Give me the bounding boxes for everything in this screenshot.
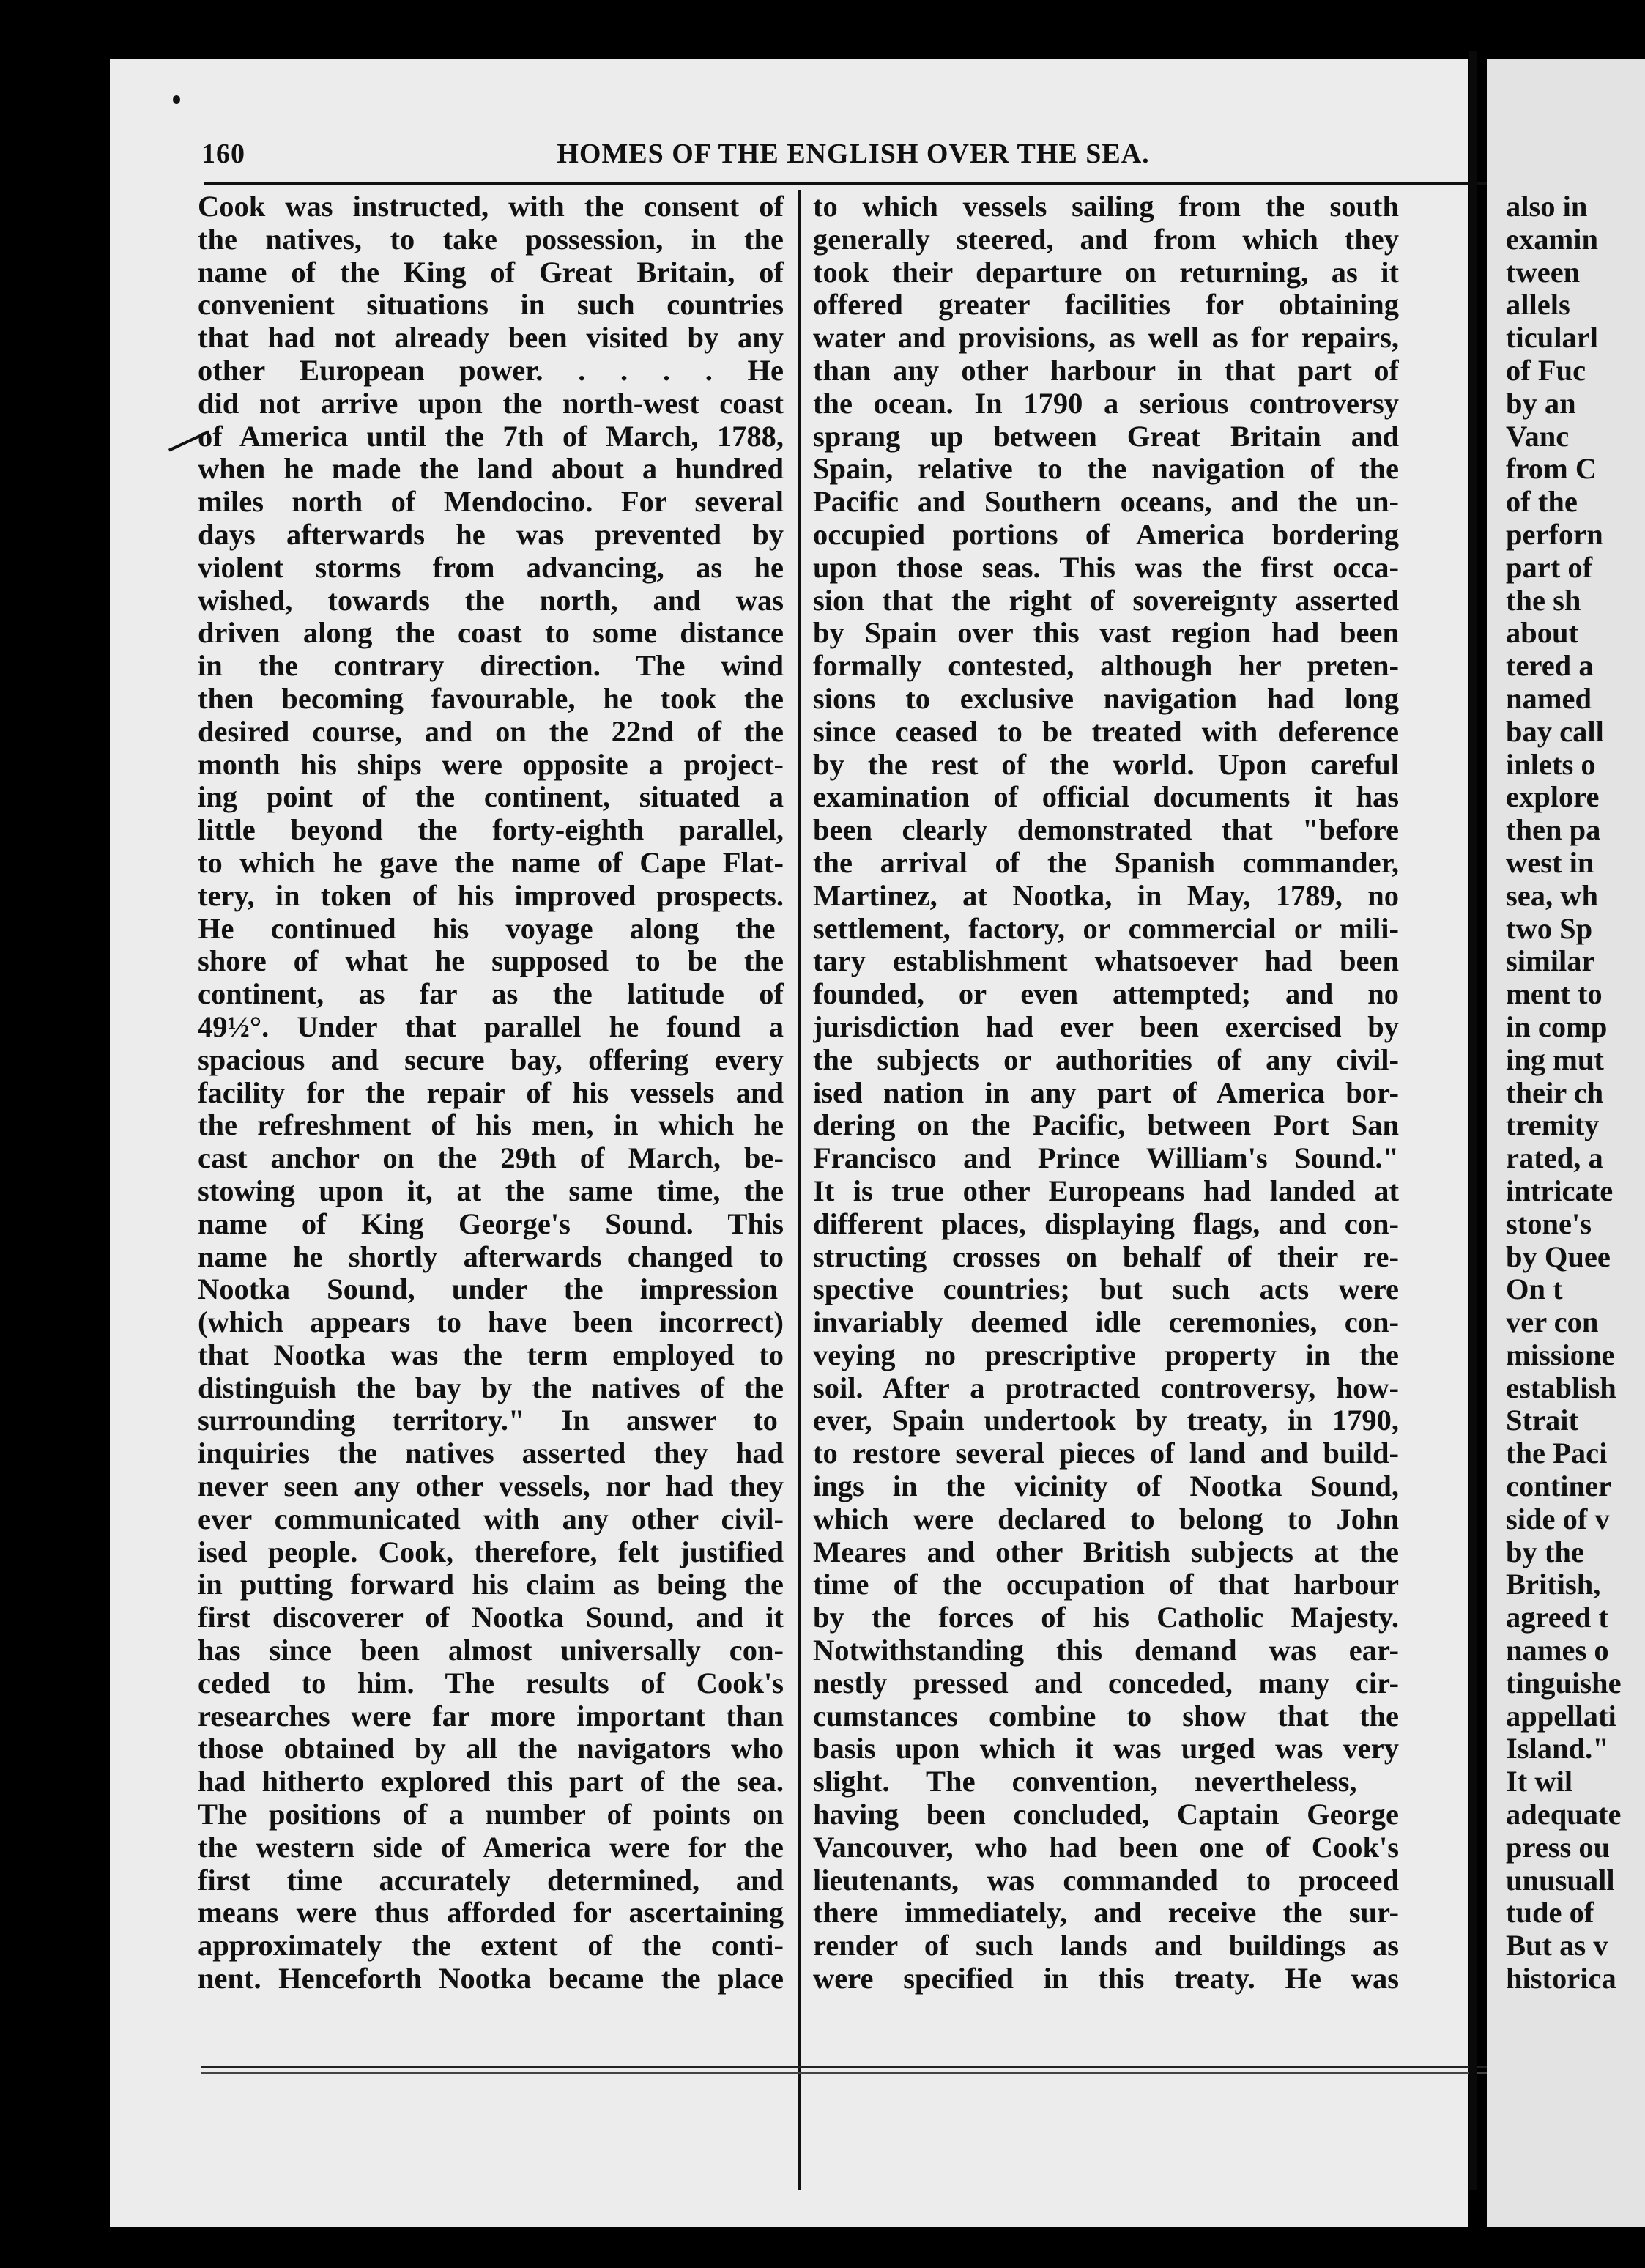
text-line: their ch bbox=[1506, 1076, 1604, 1109]
text-line: structing crosses on behalf of their re- bbox=[813, 1240, 1399, 1273]
text-line: ing mut bbox=[1506, 1043, 1604, 1076]
text-line: sea, wh bbox=[1506, 879, 1599, 912]
text-line: tary establishment whatsoever had been bbox=[813, 945, 1399, 978]
text-line: to which vessels sailing from the south bbox=[813, 190, 1399, 223]
text-line: British, bbox=[1506, 1568, 1601, 1601]
text-line: Notwithstanding this demand was ear- bbox=[813, 1634, 1399, 1667]
text-line: part of bbox=[1506, 551, 1593, 584]
text-line: continent, as far as the latitude of bbox=[198, 978, 784, 1011]
text-line: were specified in this treaty. He was bbox=[813, 1963, 1399, 1995]
text-line: names o bbox=[1506, 1634, 1609, 1667]
text-line: did not arrive upon the north-west coast bbox=[198, 387, 784, 420]
text-line: of Fuc bbox=[1506, 354, 1586, 387]
text-line: slight. The convention, nevertheless, bbox=[813, 1765, 1357, 1798]
text-line: The positions of a number of points on bbox=[198, 1798, 784, 1831]
text-line: It wil bbox=[1506, 1765, 1573, 1798]
text-line: by the forces of his Catholic Majesty. bbox=[813, 1601, 1399, 1634]
text-line: upon those seas. This was the first occa- bbox=[813, 551, 1399, 584]
text-line: press ou bbox=[1506, 1831, 1611, 1864]
text-line: violent storms from advancing, as he bbox=[198, 551, 784, 584]
text-line: Martinez, at Nootka, in May, 1789, no bbox=[813, 879, 1399, 912]
text-line: the refreshment of his men, in which he bbox=[198, 1109, 784, 1142]
text-line: tude of bbox=[1506, 1897, 1594, 1930]
text-line: generally steered, and from which they bbox=[813, 223, 1399, 256]
text-line: continer bbox=[1506, 1470, 1611, 1503]
text-line: from C bbox=[1506, 453, 1597, 486]
text-line: wished, towards the north, and was bbox=[198, 584, 784, 617]
bottom-rule-secondary bbox=[201, 2072, 1507, 2074]
text-line: also in bbox=[1506, 190, 1588, 223]
text-line: tremity bbox=[1506, 1109, 1600, 1142]
text-line: the ocean. In 1790 a serious controversy bbox=[813, 387, 1399, 420]
text-line: to which he gave the name of Cape Flat- bbox=[198, 846, 784, 879]
text-line: stone's bbox=[1506, 1207, 1592, 1240]
text-line: settlement, factory, or commercial or mili- bbox=[813, 912, 1399, 945]
facing-page-text-column bbox=[1506, 190, 1645, 1995]
text-line: the arrival of the Spanish commander, bbox=[813, 846, 1399, 879]
page-number: 160 bbox=[201, 138, 245, 169]
text-line: lieutenants, was commanded to proceed bbox=[813, 1864, 1399, 1897]
bottom-rule bbox=[201, 2066, 1507, 2068]
text-line: offered greater facilities for obtaining bbox=[813, 289, 1399, 322]
text-line: Francisco and Prince William's Sound." bbox=[813, 1142, 1399, 1175]
text-line: then becoming favourable, he took the bbox=[198, 682, 784, 715]
text-line: dering on the Pacific, between Port San bbox=[813, 1109, 1399, 1142]
text-line: ing point of the continent, situated a bbox=[198, 781, 784, 814]
text-line: sions to exclusive navigation had long bbox=[813, 682, 1399, 715]
text-line: tered a bbox=[1506, 650, 1594, 683]
text-line: about bbox=[1506, 617, 1579, 650]
text-line: 49½°. Under that parallel he found a bbox=[198, 1010, 784, 1043]
facing-page-fragment bbox=[1487, 59, 1645, 2227]
text-line: nestly pressed and conceded, many cir- bbox=[813, 1667, 1399, 1700]
text-line: name of King George's Sound. This bbox=[198, 1207, 784, 1240]
text-line: named bbox=[1506, 682, 1592, 715]
text-line: Nootka Sound, under the impression bbox=[198, 1273, 779, 1306]
text-line: tinguishe bbox=[1506, 1667, 1622, 1700]
text-line: similar bbox=[1506, 945, 1595, 978]
text-line: the natives, to take possession, in the bbox=[198, 223, 784, 256]
text-line: rated, a bbox=[1506, 1142, 1603, 1175]
text-line: side of v bbox=[1506, 1502, 1610, 1535]
text-line: by the bbox=[1506, 1535, 1584, 1568]
text-line: (which appears to have been incorrect) bbox=[198, 1306, 784, 1339]
text-line: veying no prescriptive property in the bbox=[813, 1338, 1399, 1371]
text-line: name he shortly afterwards changed to bbox=[198, 1240, 784, 1273]
text-line: driven along the coast to some distance bbox=[198, 617, 784, 650]
text-line: took their departure on returning, as it bbox=[813, 256, 1399, 289]
text-line: had hitherto explored this part of the sea. bbox=[198, 1765, 784, 1798]
text-line: the subjects or authorities of any civil- bbox=[813, 1043, 1399, 1076]
text-line: having been concluded, Captain George bbox=[813, 1798, 1399, 1831]
text-line: approximately the extent of the conti- bbox=[198, 1930, 784, 1963]
text-line: ever, Spain undertook by treaty, in 1790, bbox=[813, 1404, 1399, 1437]
running-title: HOMES OF THE ENGLISH OVER THE SEA. bbox=[557, 138, 1150, 169]
text-line: jurisdiction had ever been exercised by bbox=[813, 1010, 1399, 1043]
text-line: tween bbox=[1506, 256, 1581, 289]
text-line: explore bbox=[1506, 781, 1600, 814]
text-line: adequate bbox=[1506, 1798, 1622, 1831]
text-line: two Sp bbox=[1506, 912, 1593, 945]
text-line: ised people. Cook, therefore, felt justified bbox=[198, 1535, 784, 1568]
text-line: then pa bbox=[1506, 814, 1601, 847]
middle-text-column bbox=[813, 190, 1399, 2037]
text-line: inlets o bbox=[1506, 748, 1596, 781]
text-line: in comp bbox=[1506, 1010, 1608, 1043]
text-line: of the bbox=[1506, 486, 1578, 519]
book-page bbox=[110, 59, 1468, 2227]
text-line: But as v bbox=[1506, 1930, 1608, 1963]
text-line: desired course, and on the 22nd of the bbox=[198, 715, 784, 748]
text-line: spective countries; but such acts were bbox=[813, 1273, 1399, 1306]
text-line: render of such lands and buildings as bbox=[813, 1930, 1399, 1963]
text-line: in putting forward his claim as being the bbox=[198, 1568, 784, 1601]
text-line: Cook was instructed, with the consent of bbox=[198, 190, 784, 223]
text-line: shore of what he supposed to be the bbox=[198, 945, 784, 978]
text-line: stowing upon it, at the same time, the bbox=[198, 1174, 784, 1207]
text-line: by Quee bbox=[1506, 1240, 1611, 1273]
text-line: never seen any other vessels, nor had they bbox=[198, 1470, 784, 1503]
text-line: ised nation in any part of America bor- bbox=[813, 1076, 1399, 1109]
text-line: time of the occupation of that harbour bbox=[813, 1568, 1399, 1601]
text-line: by the rest of the world. Upon careful bbox=[813, 748, 1399, 781]
text-line: ver con bbox=[1506, 1306, 1599, 1339]
text-line: the western side of America were for the bbox=[198, 1831, 784, 1864]
text-line: He continued his voyage along the bbox=[198, 912, 776, 945]
text-line: cumstances combine to show that the bbox=[813, 1700, 1399, 1732]
text-line: name of the King of Great Britain, of bbox=[198, 256, 784, 289]
text-line: historica bbox=[1506, 1963, 1616, 1995]
text-line: nent. Henceforth Nootka became the place bbox=[198, 1963, 784, 1995]
column-divider bbox=[798, 190, 801, 2190]
text-line: perforn bbox=[1506, 518, 1603, 551]
text-line: west in bbox=[1506, 846, 1594, 879]
text-line: ceded to him. The results of Cook's bbox=[198, 1667, 784, 1700]
text-line: examination of official documents it has bbox=[813, 781, 1399, 814]
text-line: sion that the right of sovereignty asserted bbox=[813, 584, 1399, 617]
text-line: by an bbox=[1506, 387, 1576, 420]
text-line: convenient situations in such countries bbox=[198, 289, 784, 322]
page-header bbox=[201, 138, 1505, 182]
text-line: It is true other Europeans had landed at bbox=[813, 1174, 1399, 1207]
text-line: other European power. . . . . He bbox=[198, 354, 784, 387]
text-line: when he made the land about a hundred bbox=[198, 453, 784, 486]
text-line: surrounding territory." In answer to bbox=[198, 1404, 778, 1437]
text-line: days afterwards he was prevented by bbox=[198, 518, 784, 551]
text-line: spacious and secure bay, offering every bbox=[198, 1043, 784, 1076]
text-line: been clearly demonstrated that "before bbox=[813, 814, 1399, 847]
text-line: has since been almost universally con- bbox=[198, 1634, 784, 1667]
text-line: by Spain over this vast region had been bbox=[813, 617, 1399, 650]
text-line: ever communicated with any other civil- bbox=[198, 1502, 784, 1535]
text-line: examin bbox=[1506, 223, 1598, 256]
text-line: appellati bbox=[1506, 1700, 1616, 1732]
text-line: basis upon which it was urged was very bbox=[813, 1732, 1399, 1765]
header-rule bbox=[204, 182, 1507, 185]
text-line: occupied portions of America bordering bbox=[813, 518, 1399, 551]
text-line: of America until the 7th of March, 1788, bbox=[198, 420, 784, 453]
text-line: On t bbox=[1506, 1273, 1563, 1306]
text-line: distinguish the bay by the natives of the bbox=[198, 1371, 784, 1404]
text-line: invariably deemed idle ceremonies, con- bbox=[813, 1306, 1399, 1339]
text-line: ment to bbox=[1506, 978, 1603, 1011]
text-line: the sh bbox=[1506, 584, 1581, 617]
text-line: agreed t bbox=[1506, 1601, 1608, 1634]
text-line: Pacific and Southern oceans, and the un- bbox=[813, 486, 1399, 519]
text-line: to restore several pieces of land and build- bbox=[813, 1437, 1399, 1470]
text-line: missione bbox=[1506, 1338, 1615, 1371]
text-line: Vancouver, who had been one of Cook's bbox=[813, 1831, 1399, 1864]
ink-blot bbox=[173, 95, 180, 104]
text-line: soil. After a protracted controversy, how- bbox=[813, 1371, 1399, 1404]
text-line: ings in the vicinity of Nootka Sound, bbox=[813, 1470, 1399, 1503]
text-line: intricate bbox=[1506, 1174, 1614, 1207]
text-line: Island." bbox=[1506, 1732, 1609, 1765]
text-line: facility for the repair of his vessels and bbox=[198, 1076, 784, 1109]
text-line: first time accurately determined, and bbox=[198, 1864, 784, 1897]
text-line: the Paci bbox=[1506, 1437, 1608, 1470]
text-line: which were declared to belong to John bbox=[813, 1502, 1399, 1535]
text-line: establish bbox=[1506, 1371, 1616, 1404]
text-line: there immediately, and receive the sur- bbox=[813, 1897, 1399, 1930]
text-line: founded, or even attempted; and no bbox=[813, 978, 1399, 1011]
text-line: sprang up between Great Britain and bbox=[813, 420, 1399, 453]
text-line: in the contrary direction. The wind bbox=[198, 650, 784, 683]
text-line: since ceased to be treated with deference bbox=[813, 715, 1399, 748]
text-line: first discoverer of Nootka Sound, and it bbox=[198, 1601, 784, 1634]
text-line: bay call bbox=[1506, 715, 1604, 748]
text-line: unusuall bbox=[1506, 1864, 1615, 1897]
text-line: that Nootka was the term employed to bbox=[198, 1338, 784, 1371]
text-line: little beyond the forty-eighth parallel, bbox=[198, 814, 784, 847]
text-line: Vanc bbox=[1506, 420, 1570, 453]
text-line: Meares and other British subjects at the bbox=[813, 1535, 1399, 1568]
text-line: allels bbox=[1506, 289, 1570, 322]
left-text-column bbox=[198, 190, 784, 2037]
text-line: month his ships were opposite a project- bbox=[198, 748, 784, 781]
text-line: that had not already been visited by any bbox=[198, 322, 784, 355]
text-line: those obtained by all the navigators who bbox=[198, 1732, 784, 1765]
text-line: different places, displaying flags, and con- bbox=[813, 1207, 1399, 1240]
text-line: miles north of Mendocino. For several bbox=[198, 486, 784, 519]
text-line: water and provisions, as well as for repairs, bbox=[813, 322, 1399, 355]
text-line: tery, in token of his improved prospects. bbox=[198, 879, 784, 912]
page-gutter bbox=[1469, 51, 1477, 2190]
text-line: means were thus afforded for ascertaining bbox=[198, 1897, 784, 1930]
text-line: than any other harbour in that part of bbox=[813, 354, 1399, 387]
text-line: formally contested, although her preten- bbox=[813, 650, 1399, 683]
text-line: Spain, relative to the navigation of the bbox=[813, 453, 1399, 486]
text-line: researches were far more important than bbox=[198, 1700, 784, 1732]
text-line: ticularl bbox=[1506, 322, 1598, 355]
text-line: inquiries the natives asserted they had bbox=[198, 1437, 784, 1470]
text-line: cast anchor on the 29th of March, be- bbox=[198, 1142, 784, 1175]
text-line: Strait bbox=[1506, 1404, 1578, 1437]
